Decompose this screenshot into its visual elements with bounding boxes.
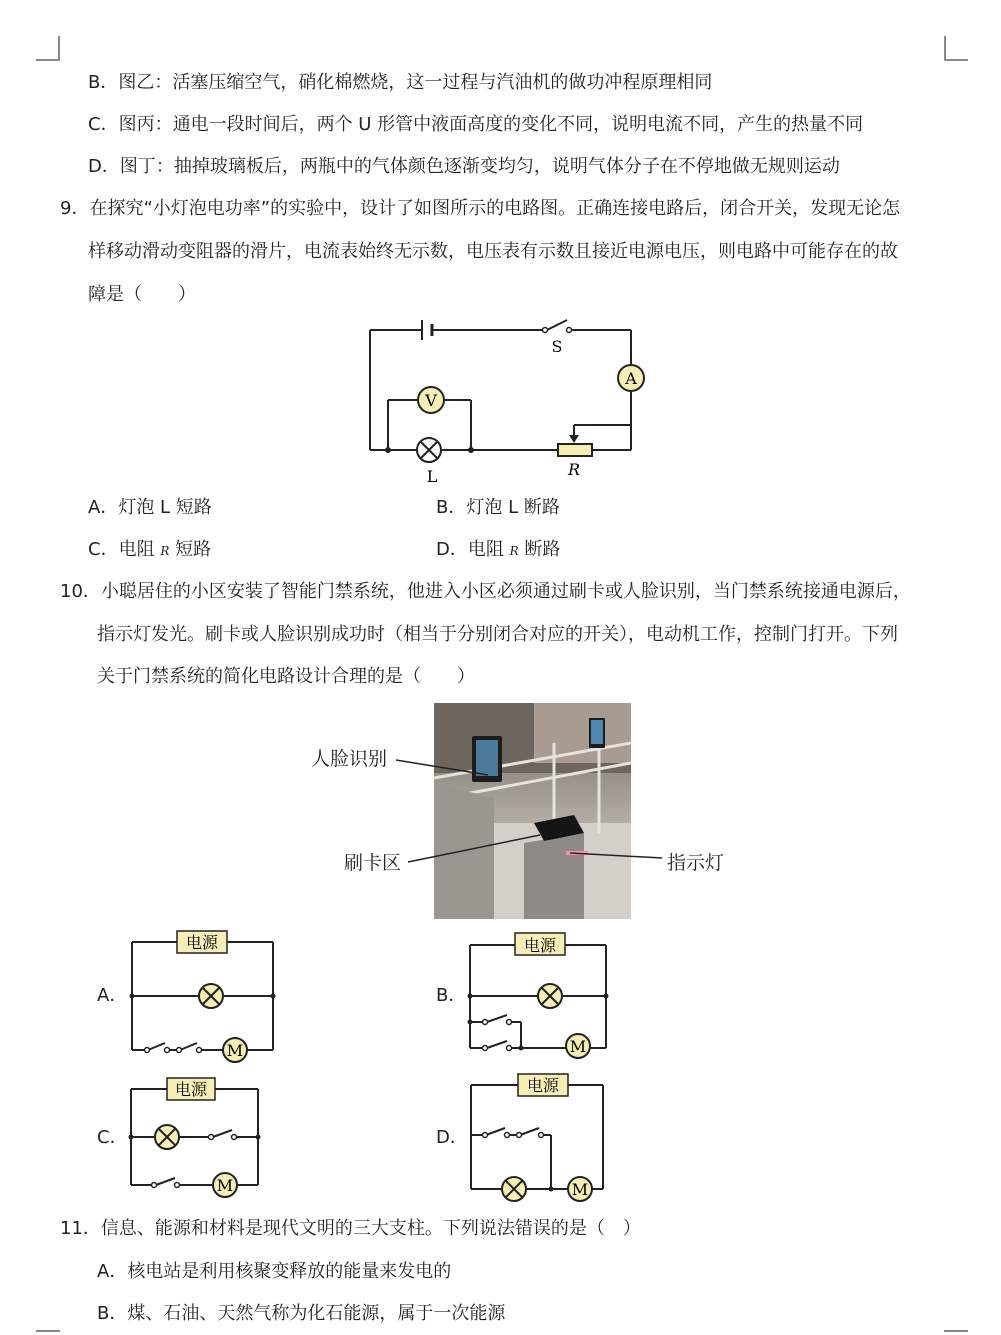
circuit-d [465,1073,615,1203]
power-label: 电源 [174,1080,208,1099]
q9-option-c-prefix: C．电阻 [88,539,155,560]
motor-label: M [569,1037,587,1056]
ammeter-label: A [625,369,637,388]
rheostat-slider-arrow [569,435,579,443]
lamp-label: L [426,467,438,486]
q9-option-d-prefix: D．电阻 [436,539,504,560]
crop-mark [36,59,60,61]
resistor-label: R [567,460,581,479]
crop-mark [944,36,946,60]
photo-callout-lines [390,750,670,880]
circuit-c [124,1075,269,1200]
q9-stem-line1: 9．在探究“小灯泡电功率”的实验中，设计了如图所示的电路图。正确连接电路后，闭合开关，发现无论怎 [60,198,901,219]
q9-option-b: B．灯泡 L 断路 [436,497,560,518]
circuit-b [463,930,618,1060]
q9-option-a: A．灯泡 L 短路 [88,497,212,518]
q9-circuit-diagram [360,315,660,490]
q9-option-d-suffix: 断路 [524,539,561,560]
circuit-a [125,928,280,1063]
rheostat-symbol [558,444,592,456]
voltmeter-label: V [425,391,437,410]
power-label: 电源 [523,936,557,955]
power-label: 电源 [185,933,219,952]
motor-label: M [571,1180,589,1199]
crop-mark [36,1330,60,1332]
q8-option-d: D．图丁：抽掉玻璃板后，两瓶中的气体颜色逐渐变均匀，说明气体分子在不停地做无规则运动 [88,156,840,177]
label-indicator-light: 指示灯 [667,852,725,874]
q10-stem-line1: 10．小聪居住的小区安装了智能门禁系统，他进入小区必须通过刷卡或人脸识别，当门禁系统接通电源后， [60,581,911,602]
q10-stem-line3: 关于门禁系统的简化电路设计合理的是（ ） [97,666,475,687]
q10-option-d-label: D． [436,1127,468,1148]
q9-option-c-suffix: 短路 [175,539,212,560]
q8-option-b: B．图乙：活塞压缩空气，硝化棉燃烧，这一过程与汽油机的做功冲程原理相同 [88,72,713,93]
label-card-area: 刷卡区 [344,852,402,874]
crop-mark [944,1330,968,1332]
power-label: 电源 [526,1076,560,1095]
q10-stem-line2: 指示灯发光。刷卡或人脸识别成功时（相当于分别闭合对应的开关），电动机工作，控制门打开。下列 [97,624,898,645]
q9-stem-line3: 障是（ ） [88,284,196,305]
q8-option-c: C．图丙：通电一段时间后，两个 U 形管中液面高度的变化不同，说明电流不同，产生的热量不同 [88,114,864,135]
q10-option-c-label: C． [97,1127,128,1148]
switch-blade [547,320,567,330]
q11-option-a: A．核电站是利用核聚变释放的能量来发电的 [97,1261,452,1282]
q9-option-c [88,538,211,563]
q9-option-c-symbol: R [160,544,170,558]
motor-label: M [216,1176,234,1195]
crop-mark [58,36,60,60]
q11-stem: 11．信息、能源和材料是现代文明的三大支柱。下列说法错误的是（ ） [60,1218,641,1239]
crop-mark [944,59,968,61]
q11-option-b: B．煤、石油、天然气称为化石能源，属于一次能源 [97,1303,506,1324]
q10-option-b-label: B． [436,985,467,1006]
q9-stem-line2: 样移动滑动变阻器的滑片，电流表始终无示数，电压表有示数且接近电源电压，则电路中可能存在的故 [88,241,898,262]
q9-option-d-symbol: R [509,544,519,558]
switch-label: S [551,337,563,356]
motor-label: M [226,1041,244,1060]
q10-option-a-label: A． [97,985,128,1006]
q9-option-d [436,538,560,563]
label-face-recognition: 人脸识别 [311,748,388,770]
